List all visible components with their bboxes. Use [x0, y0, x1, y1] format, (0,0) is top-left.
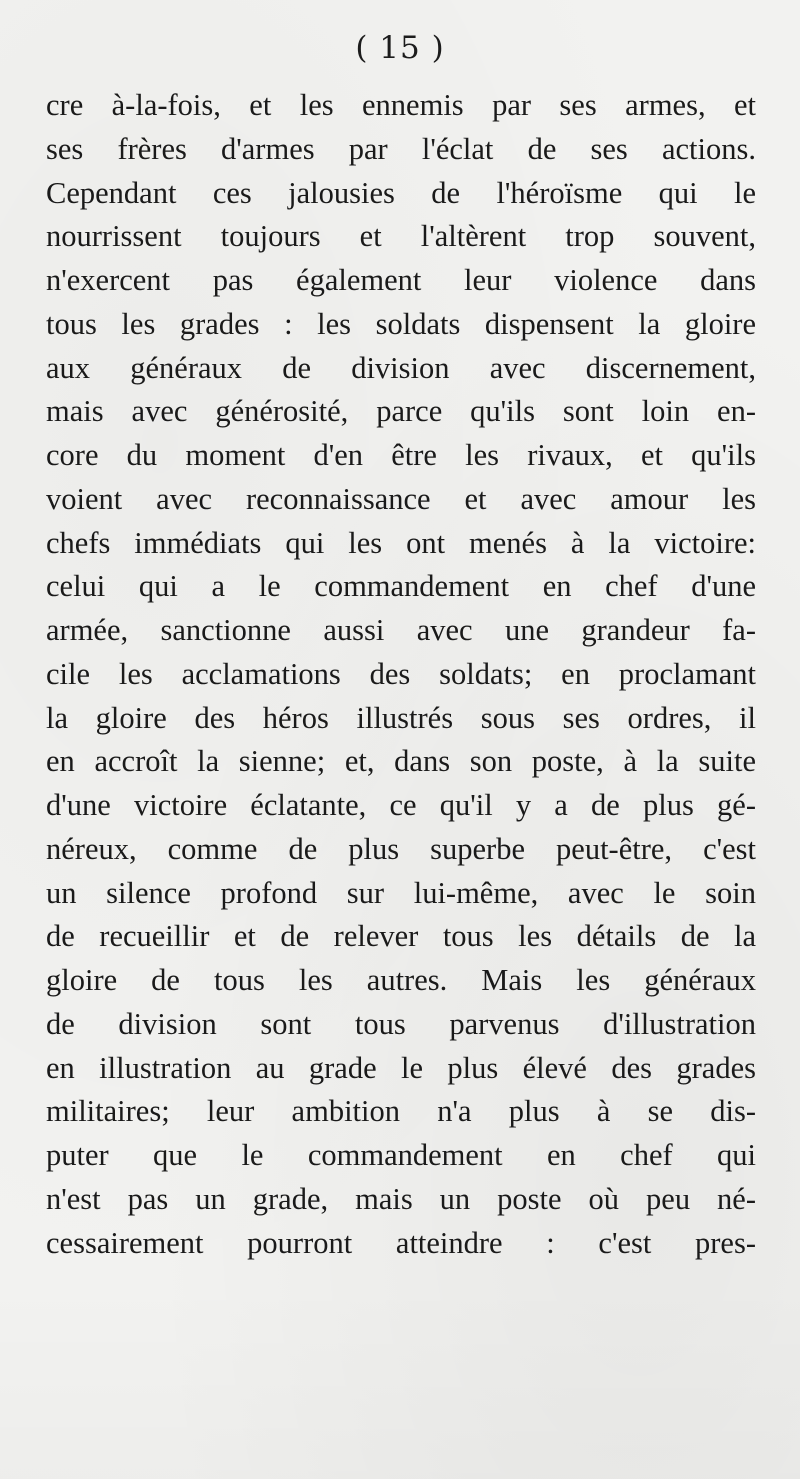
page-bleed-through [0, 1279, 800, 1479]
text-line: néreux, comme de plus superbe peut-être, c'est [46, 831, 756, 866]
text-line: en illustration au grade le plus élevé des grades [46, 1050, 756, 1085]
text-line: armée, sanctionne aussi avec une grandeur fa- [46, 613, 756, 647]
text-line: celui qui a le commandement en chef d'une [46, 569, 756, 604]
text-line: cessairement pourront atteindre : c'est pres- [46, 1225, 756, 1260]
text-line: puter que le commandement en chef qui [46, 1138, 756, 1172]
text-line: la gloire des héros illustrés sous ses ordres, il [46, 700, 756, 735]
text-line: de recueillir et de relever tous les détails de la [46, 919, 756, 954]
text-line: en accroît la sienne; et, dans son poste, à la suite [46, 744, 756, 779]
text-line: cre à-la-fois, et les ennemis par ses armes, et [46, 88, 756, 122]
text-line: Cependant ces jalousies de l'héroïsme qui le [46, 175, 756, 210]
text-line: voient avec reconnaissance et avec amour les [46, 481, 756, 516]
text-line: mais avec générosité, parce qu'ils sont loin en- [46, 394, 756, 429]
text-line: ses frères d'armes par l'éclat de ses actions. [46, 131, 756, 166]
text-line: aux généraux de division avec discernement, [46, 350, 756, 385]
text-line: cile les acclamations des soldats; en proclamant [46, 656, 756, 691]
body-text [46, 84, 756, 1265]
text-line: chefs immédiats qui les ont menés à la victoire: [46, 525, 756, 560]
text-line: n'exercent pas également leur violence dans [46, 263, 756, 297]
page-number: ( 15 ) [355, 30, 445, 66]
text-line: nourrissent toujours et l'altèrent trop souvent, [46, 219, 756, 254]
text-line: d'une victoire éclatante, ce qu'il y a de plus gé- [46, 788, 756, 822]
text-line: de division sont tous parvenus d'illustration [46, 1006, 756, 1041]
text-line: militaires; leur ambition n'a plus à se dis- [46, 1094, 756, 1129]
text-line: n'est pas un grade, mais un poste où peu né- [46, 1181, 756, 1216]
text-line: gloire de tous les autres. Mais les généraux [46, 963, 756, 997]
text-line: core du moment d'en être les rivaux, et qu'ils [46, 438, 756, 472]
text-line: tous les grades : les soldats dispensent la gloire [46, 306, 756, 341]
text-line: un silence profond sur lui-même, avec le soin [46, 875, 756, 910]
